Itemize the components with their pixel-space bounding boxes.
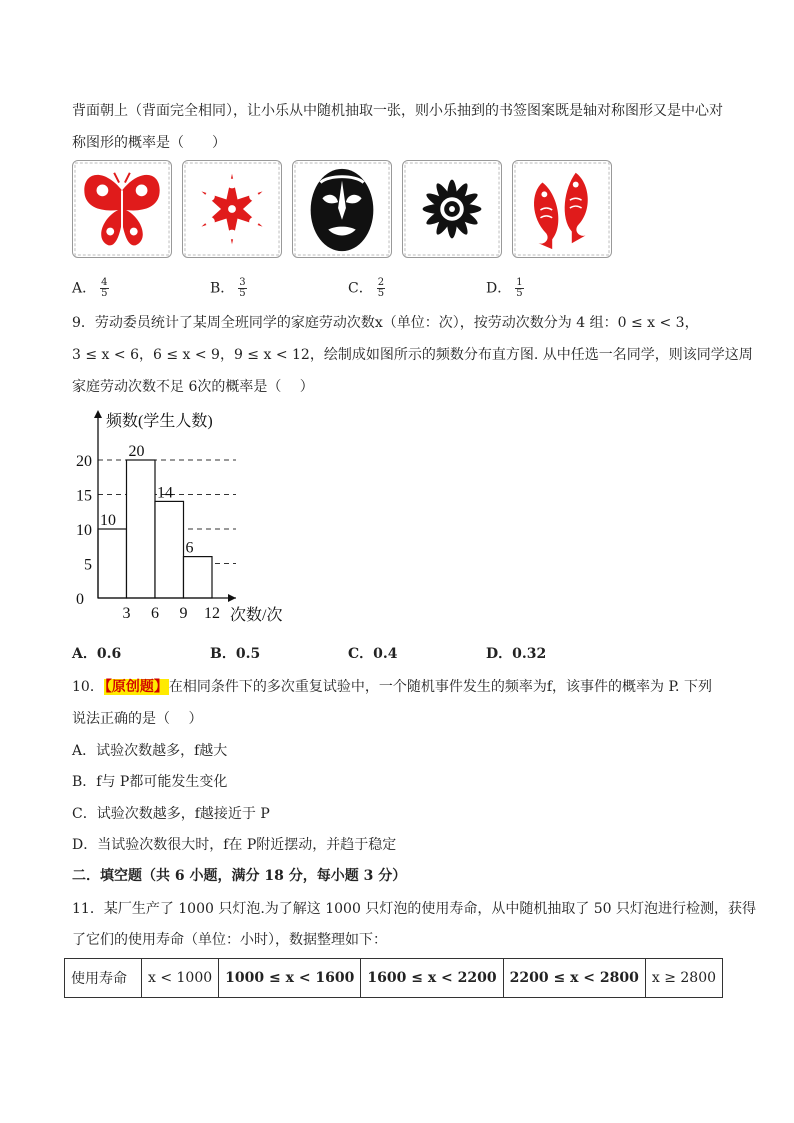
table-cell: 2200 ≤ x < 2800 [503,959,645,998]
q8-option-d: D． $\frac{1}{5}$ [486,277,523,299]
q9-option-a: A．0.6 [72,646,122,662]
table-cell: x ≥ 2800 [645,959,722,998]
table-cell: 使用寿命 [65,959,142,998]
histogram-bar [98,529,127,598]
table-cell: 1000 ≤ x < 1600 [219,959,361,998]
bar-data-label: 20 [128,443,145,460]
q10-option-a: A．试验次数越多，f越大 [72,743,228,759]
q8-option-b: B． $\frac{3}{5}$ [210,277,246,299]
x-tick-label: 3 [122,605,131,622]
x-tick-label: 9 [179,605,188,622]
x-axis-label: 次数/次 [230,607,283,624]
mandala-flower-icon [402,160,502,258]
histogram-bar [127,460,156,598]
origin-label: 0 [76,591,84,608]
q8-text-line1: 背面朝上（背面完全相同），让小乐从中随机抽取一张，则小乐抽到的书签图案既是轴对称图形又是中心对 [72,103,723,119]
y-tick-label: 5 [84,556,92,574]
original-question-tag: 【原创题】 [104,679,168,695]
x-tick-label: 12 [204,605,220,622]
bar-data-label: 14 [157,484,173,502]
twin-fish-papercut-icon [512,160,612,258]
q9-option-c: C．0.4 [348,646,398,662]
bar-data-label: 10 [100,512,116,529]
q9-text-line1: 9．劳动委员统计了某周全班同学的家庭劳动次数x（单位：次），按劳动次数分为 4 组：0 ≤ x < 3， [72,315,699,331]
x-tick-label: 6 [151,605,159,622]
section-title: 二．填空题（共 6 小题，满分 18 分，每小题 3 分） [72,868,407,884]
q10-option-b: B．f与 P都可能发生变化 [72,774,228,790]
q11-text-line2: 了它们的使用寿命（单位：小时），数据整理如下： [72,932,387,948]
y-tick-label: 15 [76,487,92,505]
q10-number: 10． [72,679,104,695]
y-axis-label: 频数(学生人数) [106,413,213,430]
q10-stem: 在相同条件下的多次重复试验中，一个随机事件发生的频率为f，该事件的概率为 P. 下列 [168,679,712,695]
histogram-bar [184,557,213,598]
q10-option-d: D．当试验次数很大时，f在 P附近摆动，并趋于稳定 [72,837,397,853]
table-row [65,959,723,998]
q9-option-d: D．0.32 [486,646,547,662]
y-tick-label: 10 [76,522,92,539]
butterfly-papercut-icon [72,160,172,258]
q11-text-line1: 11．某厂生产了 1000 只灯泡.为了解这 1000 只灯泡的使用寿命，从中随机抽取了 50 只灯泡进行检测，获得 [72,901,757,917]
q10-text-line1 [72,677,712,697]
y-axis-arrow [94,410,102,418]
table-cell: 1600 ≤ x < 2200 [361,959,503,998]
histogram-bar [155,501,184,598]
snowflake-papercut-icon [182,160,282,258]
lifespan-table [64,958,723,998]
q9-text-line2: 3 ≤ x < 6，6 ≤ x < 9，9 ≤ x < 12，绘制成如图所示的频数分布直方图. 从中任选一名同学，则该同学这周 [72,347,753,363]
q9-option-b: B．0.5 [210,646,261,662]
q8-option-a: A． $\frac{4}{5}$ [72,277,108,299]
q10-option-c: C．试验次数越多，f越接近于 P [72,806,270,822]
x-axis-arrow [228,594,236,602]
q10-text-line2: 说法正确的是（ ） [72,711,203,727]
frequency-histogram [70,408,300,630]
opera-mask-icon [292,160,392,258]
y-tick-label: 20 [76,453,92,470]
q9-text-line3: 家庭劳动次数不足 6次的概率是（ ） [72,379,314,395]
q8-option-c: C． $\frac{2}{5}$ [348,277,385,299]
bar-data-label: 6 [185,539,194,557]
table-cell: x < 1000 [142,959,219,998]
q8-text-line2: 称图形的概率是（ ） [72,135,226,151]
